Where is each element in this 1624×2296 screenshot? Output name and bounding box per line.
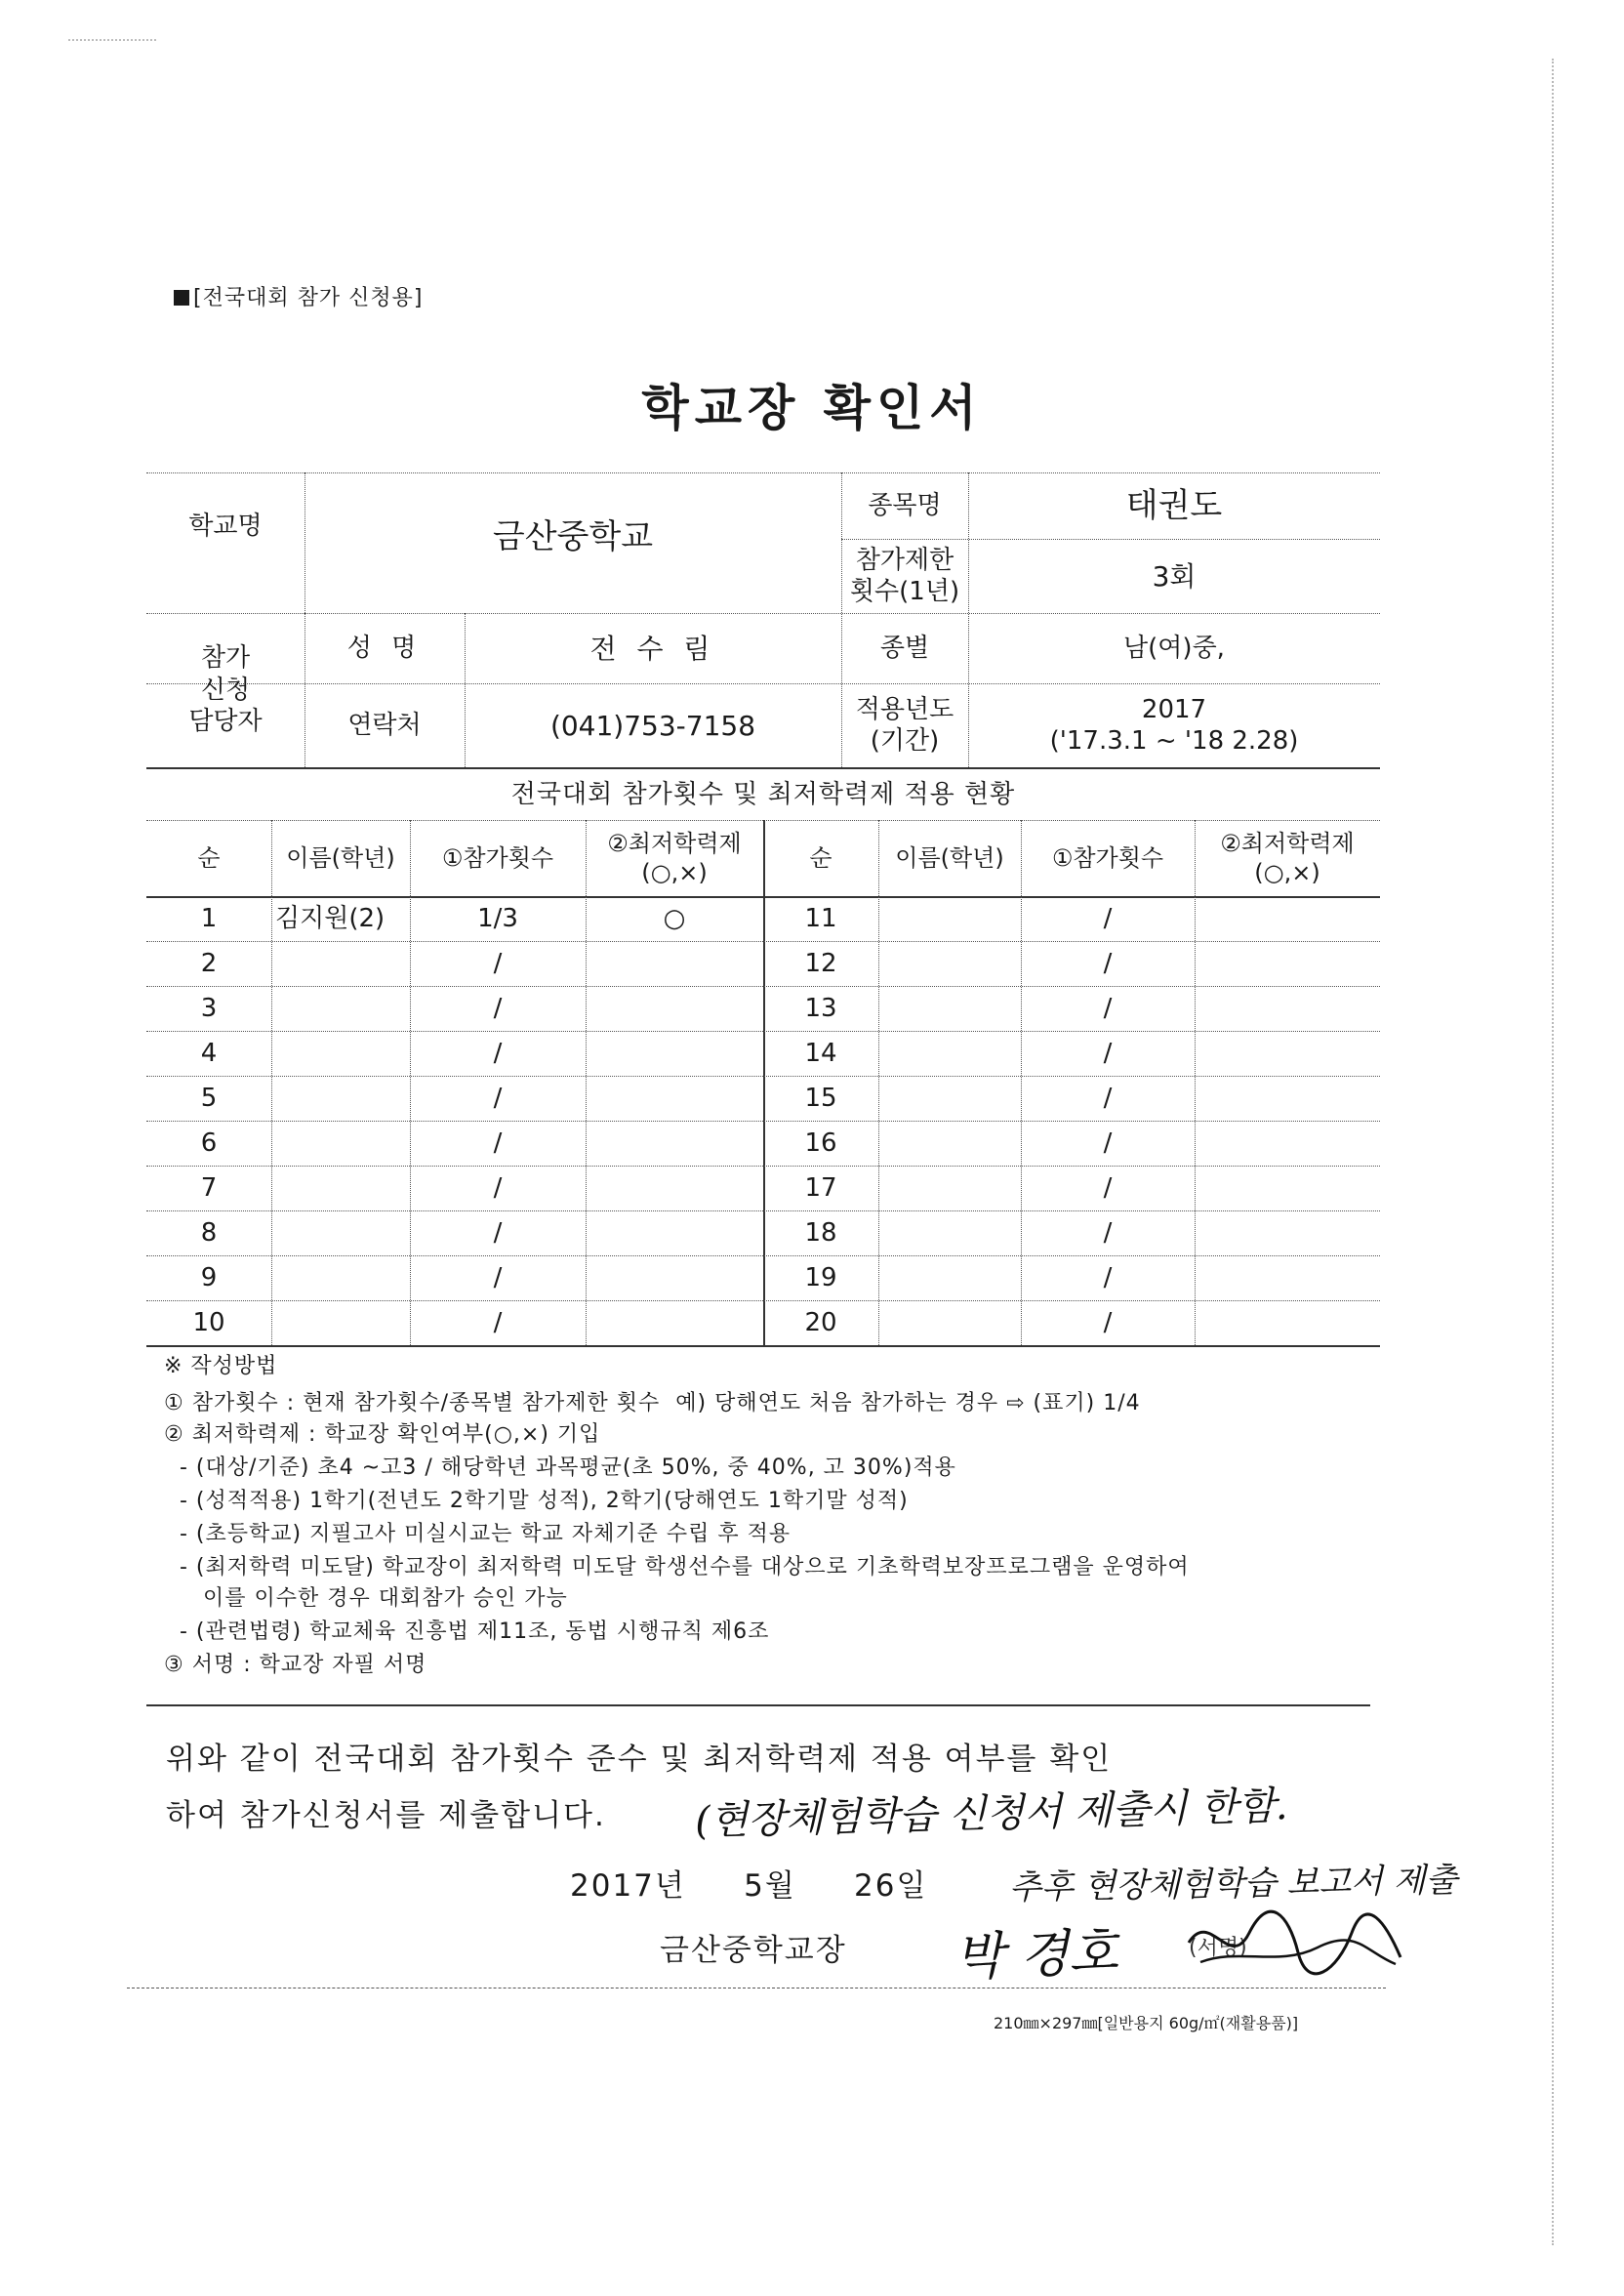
right-row-name bbox=[878, 1300, 1021, 1345]
name-label: 성 명 bbox=[346, 633, 423, 663]
right-row-count: / bbox=[1103, 1038, 1113, 1068]
right-row-academic bbox=[1195, 1076, 1380, 1121]
right-row-no: 19 bbox=[804, 1262, 837, 1292]
gender-value: 남(여)중, bbox=[1123, 633, 1225, 663]
left-row-no: 3 bbox=[200, 993, 218, 1023]
left-row-count: / bbox=[493, 993, 503, 1023]
right-row-count: / bbox=[1103, 903, 1113, 933]
instruction-line: - (최저학력 미도달) 학교장이 최저학력 미도달 학생선수를 대상으로 기초학력보장프로그램을 운영하여 bbox=[164, 1555, 1190, 1579]
left-row-no: 8 bbox=[200, 1217, 218, 1248]
signature-scribble bbox=[1181, 1904, 1405, 1982]
principal-title: 금산중학교장 bbox=[660, 1933, 847, 1968]
limit-value: 3회 bbox=[1152, 559, 1197, 593]
right-row-no: 12 bbox=[804, 948, 837, 978]
right-row-count: / bbox=[1103, 993, 1113, 1023]
left-row-count: / bbox=[493, 1128, 503, 1158]
year-value-line1: 2017 bbox=[1141, 694, 1207, 724]
gender-label: 종별 bbox=[879, 633, 930, 663]
year-label bbox=[841, 683, 968, 767]
instruction-line: ※ 작성방법 bbox=[164, 1354, 278, 1378]
right-row-count: / bbox=[1103, 948, 1113, 978]
left-row-no: 10 bbox=[192, 1307, 225, 1337]
signature-name: 박 경호 bbox=[954, 1923, 1119, 1988]
instruction-line: ② 최저학력제 : 학교장 확인여부(○,×) 기입 bbox=[164, 1422, 601, 1447]
right-row-academic bbox=[1195, 986, 1380, 1031]
event-label: 종목명 bbox=[868, 490, 942, 520]
header-academic-line2: (○,×) bbox=[1254, 859, 1320, 886]
left-row-academic bbox=[586, 1121, 763, 1166]
right-header-count: ①참가횟수 bbox=[1051, 844, 1164, 872]
right-row-no: 15 bbox=[804, 1083, 837, 1113]
paper-spec: 210㎜×297㎜[일반용지 60g/㎡(재활용품)] bbox=[994, 2014, 1299, 2032]
right-row-name bbox=[878, 1255, 1021, 1300]
left-row-academic bbox=[586, 986, 763, 1031]
left-header-name: 이름(학년) bbox=[286, 844, 395, 872]
left-row-count: / bbox=[493, 1038, 503, 1068]
instruction-line: 이를 이수한 경우 대회참가 승인 가능 bbox=[164, 1586, 568, 1611]
left-row-no: 4 bbox=[200, 1038, 218, 1068]
instruction-line: ① 참가횟수 : 현재 참가횟수/종목별 참가제한 횟수 예) 당해연도 처음 참가하는 경우 ⇨ (표기) 1/4 bbox=[164, 1391, 1141, 1415]
person-label bbox=[146, 613, 304, 767]
year-value-line2: ('17.3.1 ~ '18 2.28) bbox=[1049, 726, 1299, 756]
left-row-no: 5 bbox=[200, 1083, 218, 1113]
left-row-academic bbox=[586, 1300, 763, 1345]
right-row-count: / bbox=[1103, 1217, 1113, 1248]
right-row-name bbox=[878, 1166, 1021, 1210]
left-row-no: 2 bbox=[200, 948, 218, 978]
right-row-name bbox=[878, 896, 1021, 941]
left-header-count: ①참가횟수 bbox=[441, 844, 554, 872]
school-value: 금산중학교 bbox=[492, 516, 654, 556]
right-row-academic bbox=[1195, 896, 1380, 941]
right-row-count: / bbox=[1103, 1262, 1113, 1292]
left-row-name bbox=[271, 1031, 410, 1076]
left-row-name bbox=[271, 1076, 410, 1121]
left-row-name bbox=[271, 1121, 410, 1166]
right-row-no: 13 bbox=[804, 993, 837, 1023]
left-row-count: / bbox=[493, 1217, 503, 1248]
right-row-name bbox=[878, 986, 1021, 1031]
right-row-no: 14 bbox=[804, 1038, 837, 1068]
right-row-count: / bbox=[1103, 1083, 1113, 1113]
right-header-no: 순 bbox=[809, 844, 832, 872]
year-label-line2: (기간) bbox=[870, 726, 940, 756]
left-header-no: 순 bbox=[197, 844, 221, 872]
right-row-name bbox=[878, 1076, 1021, 1121]
instruction-line: - (대상/기준) 초4 ~고3 / 해당학년 과목평균(초 50%, 중 40%, 고 30%)적용 bbox=[164, 1456, 956, 1480]
instruction-line: ③ 서명 : 학교장 자필 서명 bbox=[164, 1653, 427, 1677]
left-row-no: 1 bbox=[200, 903, 218, 933]
right-row-count: / bbox=[1103, 1128, 1113, 1158]
left-row-name bbox=[271, 1255, 410, 1300]
left-row-count: / bbox=[493, 1083, 503, 1113]
left-row-academic bbox=[586, 941, 763, 986]
right-row-academic bbox=[1195, 1210, 1380, 1255]
contact-label: 연락처 bbox=[347, 710, 422, 740]
left-row-name bbox=[271, 1210, 410, 1255]
header-academic-line1: ②최저학력제 bbox=[607, 830, 742, 857]
header-academic-line2: (○,×) bbox=[641, 859, 708, 886]
left-row-count: 1/3 bbox=[477, 903, 518, 933]
person-label-line3: 담당자 bbox=[188, 707, 263, 737]
right-row-name bbox=[878, 1031, 1021, 1076]
square-bullet-icon bbox=[174, 290, 189, 306]
left-row-name bbox=[271, 941, 410, 986]
left-row-academic bbox=[586, 1255, 763, 1300]
left-row-no: 7 bbox=[200, 1172, 218, 1203]
right-row-no: 11 bbox=[804, 903, 837, 933]
instruction-line: - (관련법령) 학교체육 진흥법 제11조, 동법 시행규칙 제6조 bbox=[164, 1620, 770, 1644]
right-row-no: 20 bbox=[804, 1307, 837, 1337]
event-value: 태권도 bbox=[1125, 485, 1223, 525]
right-header-academic bbox=[1195, 820, 1380, 896]
left-row-no: 6 bbox=[200, 1128, 218, 1158]
left-row-academic: ○ bbox=[663, 903, 686, 933]
name-value: 전 수 림 bbox=[589, 632, 716, 665]
form-type-text: [전국대회 참가 신청용] bbox=[193, 286, 424, 310]
right-row-count: / bbox=[1103, 1172, 1113, 1203]
year-label-line1: 적용년도 bbox=[855, 694, 954, 724]
person-label-line1: 참가 bbox=[200, 643, 251, 674]
declaration-date: 2017년 5월 26일 bbox=[570, 1868, 928, 1904]
left-row-name: 김지원(2) bbox=[275, 903, 386, 933]
left-row-count: / bbox=[493, 948, 503, 978]
right-row-no: 16 bbox=[804, 1128, 837, 1158]
person-label-line2: 신청 bbox=[200, 675, 251, 705]
right-row-academic bbox=[1195, 1300, 1380, 1345]
left-row-academic bbox=[586, 1031, 763, 1076]
year-value bbox=[968, 683, 1380, 767]
right-row-count: / bbox=[1103, 1307, 1113, 1337]
left-row-academic bbox=[586, 1076, 763, 1121]
handwritten-note-1: (현장체험학습 신청서 제출시 한함. bbox=[694, 1784, 1289, 1844]
document-title: 학교장 확인서 bbox=[641, 380, 983, 436]
left-row-count: / bbox=[493, 1262, 503, 1292]
right-row-name bbox=[878, 941, 1021, 986]
status-title: 전국대회 참가횟수 및 최저학력제 적용 현황 bbox=[510, 779, 1016, 809]
right-row-academic bbox=[1195, 1121, 1380, 1166]
right-row-academic bbox=[1195, 941, 1380, 986]
left-header-academic bbox=[586, 820, 763, 896]
declaration-line2: 하여 참가신청서를 제출합니다. bbox=[166, 1798, 606, 1833]
declaration-line1: 위와 같이 전국대회 참가횟수 준수 및 최저학력제 적용 여부를 확인 bbox=[166, 1742, 1113, 1777]
left-row-name bbox=[271, 1166, 410, 1210]
left-row-academic bbox=[586, 1166, 763, 1210]
right-row-academic bbox=[1195, 1031, 1380, 1076]
left-row-count: / bbox=[493, 1307, 503, 1337]
limit-label-line1: 참가제한 bbox=[855, 545, 954, 575]
handwritten-note-2: 추후 현장체험학습 보고서 제출 bbox=[1008, 1860, 1458, 1908]
scan-mark bbox=[68, 39, 156, 47]
form-type-tag bbox=[174, 281, 423, 311]
signature-mark: (서명) bbox=[1189, 1936, 1247, 1960]
right-row-academic bbox=[1195, 1255, 1380, 1300]
right-row-no: 17 bbox=[804, 1172, 837, 1203]
right-row-name bbox=[878, 1210, 1021, 1255]
school-label: 학교명 bbox=[188, 511, 263, 541]
instruction-line: - (초등학교) 지필고사 미실시교는 학교 자체기준 수립 후 적용 bbox=[164, 1522, 792, 1546]
left-row-name bbox=[271, 1300, 410, 1345]
right-header-name: 이름(학년) bbox=[895, 844, 1004, 872]
limit-label-line2: 횟수(1년) bbox=[849, 577, 960, 606]
right-row-academic bbox=[1195, 1166, 1380, 1210]
contact-value: (041)753-7158 bbox=[549, 709, 756, 742]
left-row-academic bbox=[586, 1210, 763, 1255]
header-academic-line1: ②최저학력제 bbox=[1220, 830, 1355, 857]
left-row-count: / bbox=[493, 1172, 503, 1203]
limit-label bbox=[841, 539, 968, 613]
right-row-name bbox=[878, 1121, 1021, 1166]
right-row-no: 18 bbox=[804, 1217, 837, 1248]
left-row-name bbox=[271, 986, 410, 1031]
left-row-no: 9 bbox=[200, 1262, 218, 1292]
instruction-line: - (성적적용) 1학기(전년도 2학기말 성적), 2학기(당해연도 1학기말 성적) bbox=[164, 1489, 909, 1513]
